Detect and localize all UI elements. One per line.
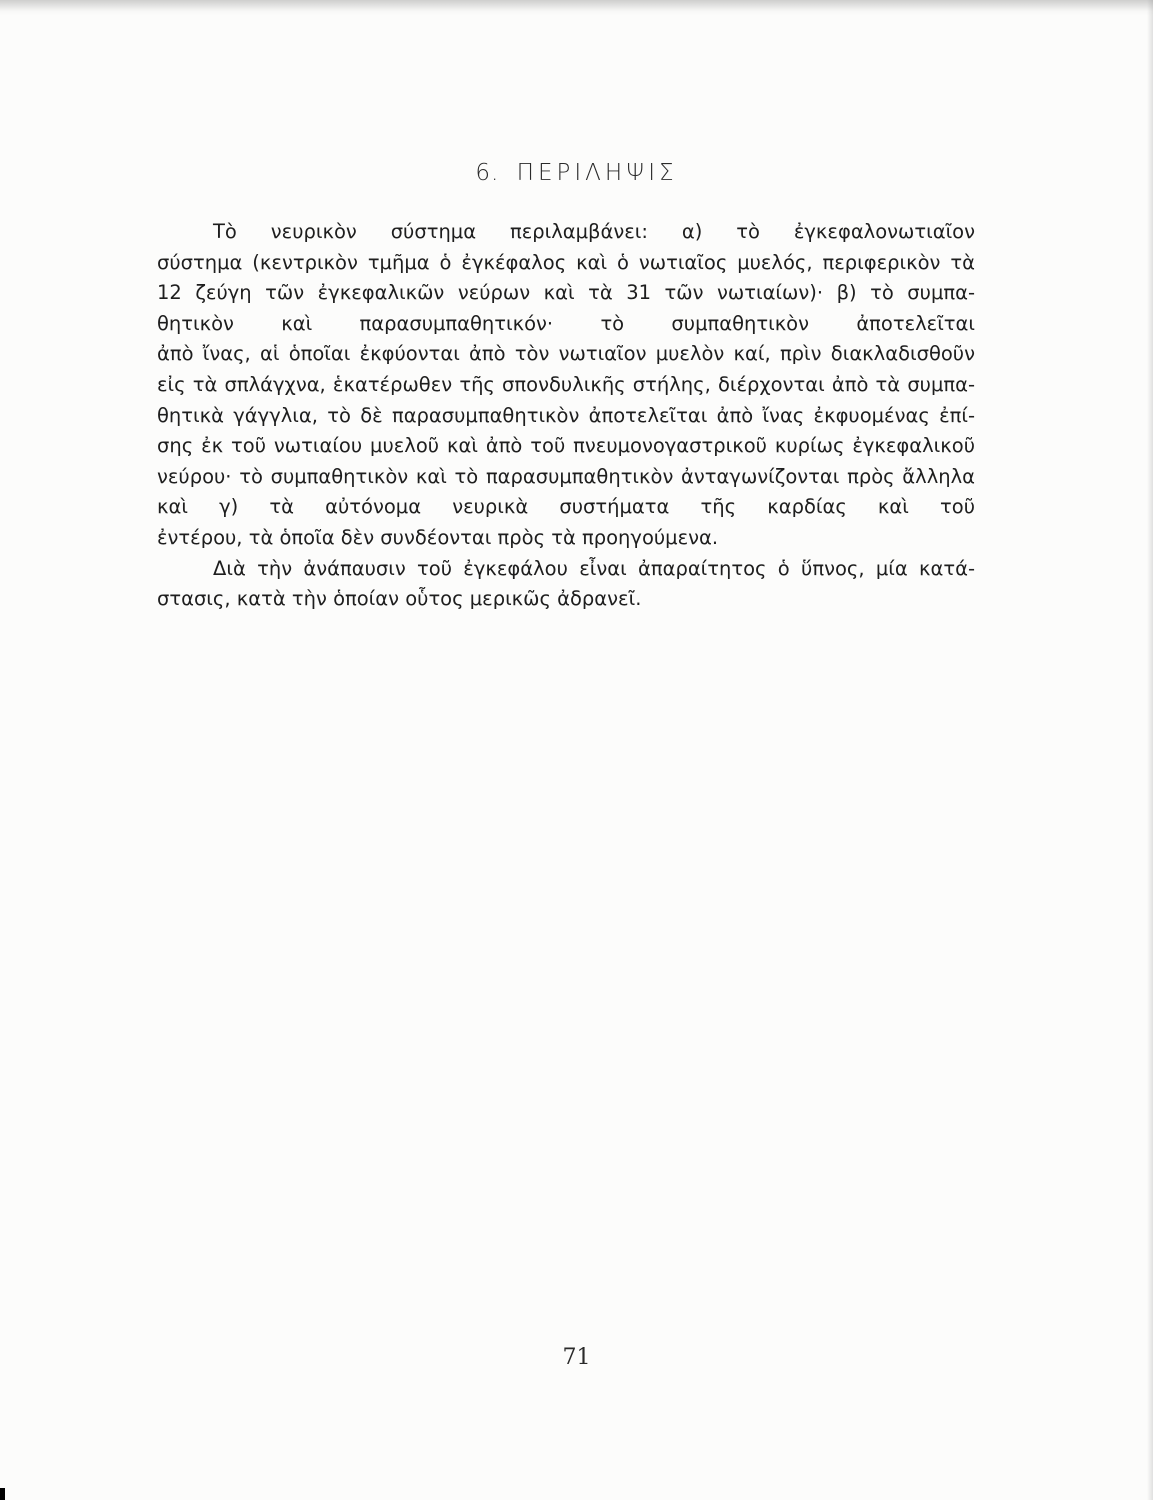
- summary-text: [157, 217, 975, 615]
- text-line: καὶ γ) τὰ αὐτόνομα νευρικὰ συστήματα τῆς καρδίας καὶ τοῦ: [157, 495, 975, 519]
- scan-edge-mark: [0, 1488, 5, 1500]
- text-line: νεύρου· τὸ συμπαθητικὸν καὶ τὸ παρασυμπαθητικὸν ἀνταγωνίζονται πρὸς ἄλληλα: [157, 464, 975, 488]
- text-line: ἀπὸ ἴνας, αἱ ὁποῖαι ἐκφύονται ἀπὸ τὸν νωτιαῖον μυελὸν καί, πρὶν διακλαδισθοῦν: [157, 342, 975, 366]
- scan-shadow-top: [0, 0, 1153, 16]
- paragraph-1: [157, 217, 975, 554]
- text-line: θητικὸν καὶ παρασυμπαθητικόν· τὸ συμπαθητικὸν ἀποτελεῖται: [157, 311, 975, 335]
- text-line: Διὰ τὴν ἀνάπαυσιν τοῦ ἐγκεφάλου εἶναι ἀπαραίτητος ὁ ὕπνος, μία κατά-: [213, 556, 975, 580]
- paragraph-2: [157, 554, 975, 615]
- text-line: ἐντέρου, τὰ ὁποῖα δὲν συνδέονται πρὸς τὰ προηγούμενα.: [157, 525, 719, 549]
- page-number: 71: [562, 1345, 591, 1370]
- text-line: θητικὰ γάγγλια, τὸ δὲ παρασυμπαθητικὸν ἀποτελεῖται ἀπὸ ἴνας ἐκφυομένας ἐπί-: [157, 403, 975, 427]
- text-line: στασις, κατὰ τὴν ὁποίαν οὗτος μερικῶς ἀδρανεῖ.: [157, 587, 642, 611]
- section-number: 6.: [475, 160, 500, 186]
- scan-shadow-right: [1147, 0, 1153, 1500]
- section-title: ΠΕΡΙΛΗΨΙΣ: [516, 160, 678, 186]
- text-line: Τὸ νευρικὸν σύστημα περιλαμβάνει: α) τὸ ἐγκεφαλονωτιαῖον: [213, 220, 975, 243]
- text-line: σης ἐκ τοῦ νωτιαίου μυελοῦ καὶ ἀπὸ τοῦ πνευμονογαστρικοῦ κυρίως ἐγκεφαλικοῦ: [157, 434, 975, 458]
- text-line: εἰς τὰ σπλάγχνα, ἑκατέρωθεν τῆς σπονδυλικῆς στήλης, διέρχονται ἀπὸ τὰ συμπα-: [157, 372, 975, 396]
- text-line: 12 ζεύγη τῶν ἐγκεφαλικῶν νεύρων καὶ τὰ 31 τῶν νωτιαίων)· β) τὸ συμπα-: [157, 281, 975, 305]
- text-line: σύστημα (κεντρικὸν τμῆμα ὁ ἐγκέφαλος καὶ ὁ νωτιαῖος μυελός, περιφερικὸν τὰ: [157, 250, 975, 274]
- section-heading: [0, 160, 1153, 186]
